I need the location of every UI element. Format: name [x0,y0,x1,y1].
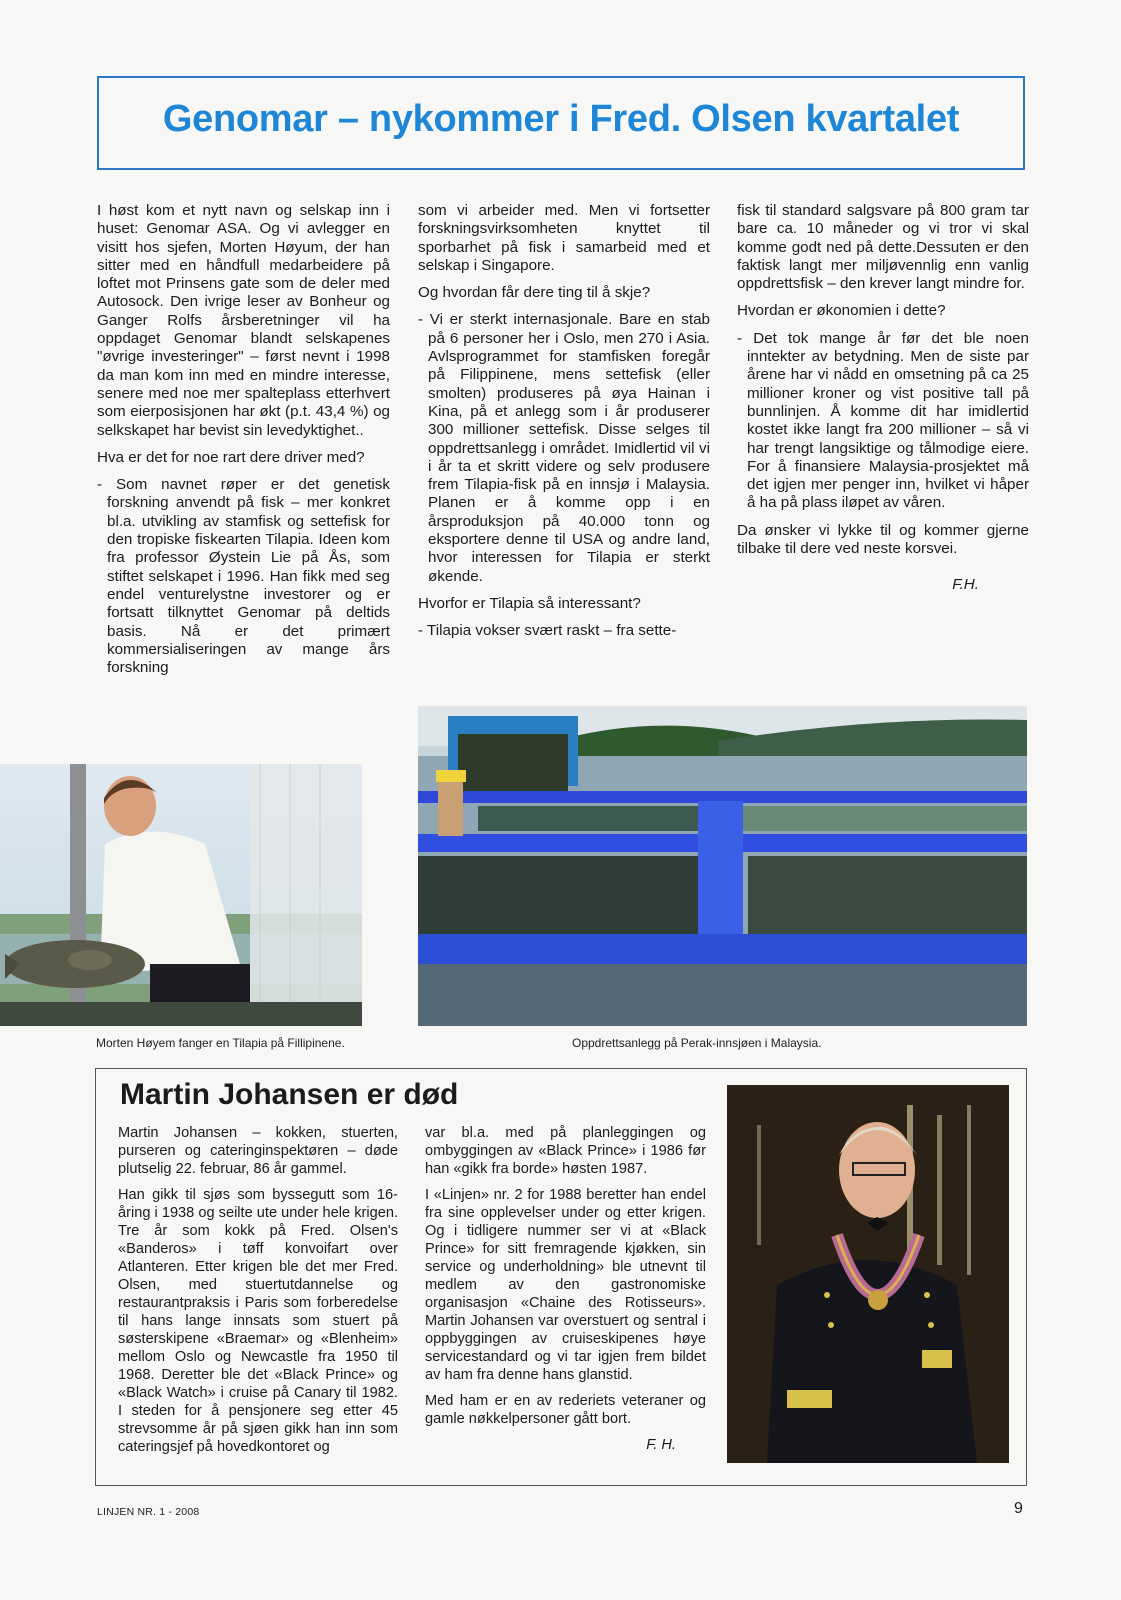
headline: Genomar – nykommer i Fred. Olsen kvartalet [162,98,960,140]
obituary-paragraph: var bl.a. med på planleggingen og ombyggingen av «Black Prince» i 1986 før han «gikk fra borde» høsten 1987. [425,1125,706,1177]
author-signature: F.H. [952,576,979,594]
article-column-2 [418,202,710,650]
obituary-title: Martin Johansen er død [120,1078,459,1111]
photo-fish-farm-image [418,706,1027,1026]
article-paragraph: Da ønsker vi lykke til og kommer gjerne tilbake til dere ved neste korsvei. [737,521,1029,558]
obituary-paragraph: Martin Johansen – kokken, stuerten, purseren og cateringinspektøren – døde plutselig 22. februar, 86 år gammel. [118,1125,398,1177]
article-paragraph: I høst kom et nytt navn og selskap inn i huset: Genomar ASA. Og vi avlegger en visitt hos sjefen, Morten Høyum, der han sitter med en håndfull medarbeidere på loftet mot Prinsens gate som de deler med Autosock. Den ivrige leser av Bonheur og Ganger Rolfs årsberetninger vil ha oppdaget Genomar blandt selskapenes "øvrige investeringer" – først nevnt i 1998 da man kom inn med en mindre interesse, senere med noe mer spalteplass etterhvert som eierposisjonen har økt (p.t. 43,4 %) og selkskapet har bevist sin levedyktighet.. [97,202,390,439]
obituary-paragraph: I «Linjen» nr. 2 for 1988 beretter han endel fra sine opplevelser under og etter krigen. Og i tidligere nummer ser vi at «Black Prince» for sitt fremragende kjøkken, sin service og underholdning» ble utnevnt til medlem av den gastronomiske organisasjon «Chaine des Rotisseurs». Martin Johansen var overstuert og sentral i oppbyggingen av cruiseskipenes høye servicestandard og vi tar igjen frem bildet av ham fra denne hans glanstid. [425,1187,706,1383]
obituary-paragraph: Med ham er en av rederiets veteraner og gamle nøkkelpersoner gått bort. [425,1393,706,1427]
photo-caption: Oppdrettsanlegg på Perak-innsjøen i Malaysia. [572,1036,822,1050]
photo-martin-johansen [727,1085,1009,1463]
issue-label: LINJEN NR. 1 - 2008 [97,1506,200,1518]
photo-man-with-fish-image [0,764,362,1026]
obituary-column-2 [425,1124,706,1454]
photo-fish-farm [418,706,1027,1026]
interview-question: Hvordan er økonomien i dette? [737,302,946,320]
interview-answer: - Tilapia vokser svært raskt – fra sette- [418,622,677,640]
interview-answer: - Det tok mange år før det ble noen inntekter av betydning. Men de siste par årene har vi nådd en omsetning på ca 25 millioner kroner og vist positive tall på bunnlinjen. Å komme dit har imidlertid kostet ikke langt fra 200 millioner – så vi har trengt langsiktige og tålmodige eiere. For å finansiere Malaysia-prosjektet må det igjen mer penger inn, hvilket vi håper å ha på plass iløpet av våren. [737,329,1029,512]
obituary-column-1 [118,1124,398,1464]
page-number: 9 [1014,1500,1023,1517]
article-column-3 [737,202,1029,604]
obituary-paragraph: Han gikk til sjøs som byssegutt som 16-åring i 1938 og seilte ute under hele krigen. Tre år som kokk på Fred. Olsen's «Banderos» i tøff konvoifart over Atlanteren. Etter krigen ble det mer Fred. Olsen, med stuertutdannelse og restaurantpraksis i Paris som forberedelse til hans lange innsats som stuert på søsterskipene «Braemar» og «Blenheim» mellom Oslo og Newcastle fra 1950 til 1968. Deretter ble det «Black Prince» og «Black Watch» i cruise på Canary til 1982. I steden for å pensjonere seg etter 45 strevsomme år på sjøen gikk han inn som cateringsjef på hovedkontoret og [118,1187,398,1455]
author-signature: F. H. [646,1437,676,1453]
photo-man-with-fish [0,764,362,1026]
interview-question: Og hvordan får dere ting til å skje? [418,284,651,302]
article-paragraph: fisk til standard salgsvare på 800 gram tar bare ca. 10 måneder og vi tror vi skal komme godt ned på dette.Dessuten er den faktisk langt mer miljøvennlig enn vanlig oppdrettsfisk – den krever langt mindre for. [737,202,1029,293]
interview-question: Hvorfor er Tilapia så interessant? [418,594,641,612]
interview-answer: - Vi er sterkt internasjonale. Bare en stab på 6 personer her i Oslo, men 270 i Asia. Avlsprogrammet for stamfisken foregår på Filippinene, mens settefisk (eller smolten) produseres på øya Hainan i Kina, på et anlegg som i år produserer 300 millioner settefisk. Disse selges til oppdrettsanlegg i området. Imidlertid vil vi i år ta et skritt videre og selv produsere frem Tilapia-fisk på en innsjø i Malaysia. Planen er å komme opp i en årsproduksjon på 40.000 tonn og eksportere denne til USA og andre land, hvor interessen for Tilapia er sterkt økende. [418,311,710,585]
interview-answer: - Som navnet røper er det genetisk forskning anvendt på fisk – mer konkret bl.a. utvikling av stamfisk og settefisk for den tropiske fiskearten Tilapia. Ideen kom fra professor Øystein Lie på Ås, som stiftet selskapet i 1996. Han fikk med seg endel venturelystne investorer og er fortsatt tilknyttet Genomar på deltids basis. Nå er det primært kommersialiseringen av mange års forskning [97,476,390,677]
article-column-1 [97,202,390,686]
photo-portrait-image [727,1085,1009,1463]
headline-frame [97,76,1025,170]
interview-question: Hva er det for noe rart dere driver med? [97,448,365,466]
photo-caption: Morten Høyem fanger en Tilapia på Fillipinene. [96,1036,345,1050]
article-paragraph: som vi arbeider med. Men vi fortsetter forskningsvirksomheten knyttet til sporbarhet på fisk i samarbeid med et selskap i Singapore. [418,202,710,274]
